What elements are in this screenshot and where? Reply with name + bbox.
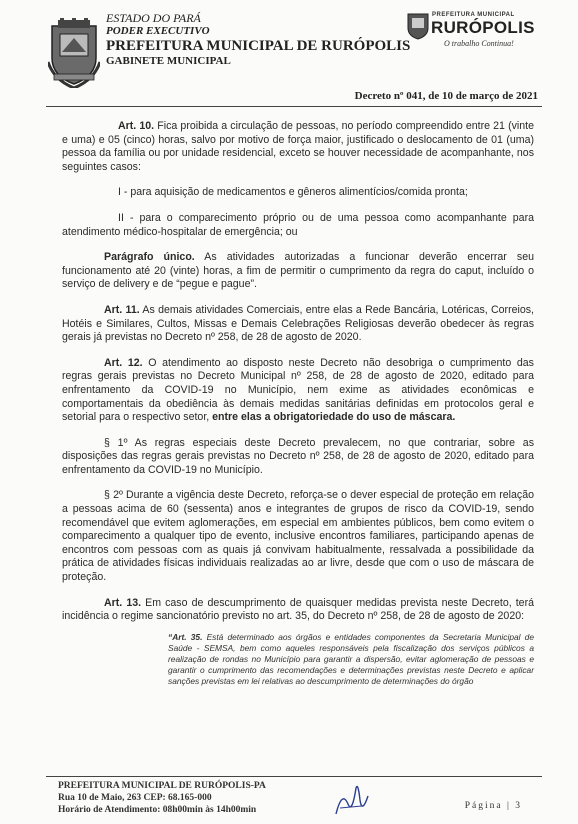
logo-city-name: RURÓPOLIS — [431, 18, 535, 37]
logo-slogan: O trabalho Continua! — [444, 39, 514, 48]
header-divider — [46, 106, 542, 107]
municipal-logo — [400, 6, 535, 54]
prefecture-name: PREFEITURA MUNICIPAL DE RURÓPOLIS — [106, 38, 411, 54]
coat-of-arms-icon — [48, 18, 100, 88]
decree-number: Decreto nº 041, de 10 de março de 2021 — [354, 90, 538, 102]
letterhead — [106, 12, 410, 68]
page-number: Página | 3 — [464, 801, 522, 811]
quoted-article-35: “Art. 35. Está determinado aos órgãos e entidades componentes da Secretaria Municipal de Saúde - SEMSA, bem como aqueles responsáveis pela fiscalização dos serviços públicos a realização de rondas no Município para garantir a dispersão, evitar aglomeração de pessoas e garantir o cumprimento das recomendações e determinações previstas neste Decreto e aplicar sanções previstas em lei relativas ao descumprimento de determinações do órgão — [168, 631, 534, 686]
cabinet-name: GABINETE MUNICIPAL — [106, 55, 231, 67]
state-name: ESTADO DO PARÁ — [106, 11, 201, 25]
emblem-icon — [406, 10, 430, 40]
footer-divider — [46, 776, 542, 777]
item-ii: II - para o comparecimento próprio ou de uma pessoa como acompanhante para atendimento médico-hospitalar de emergência; ou — [62, 211, 534, 238]
paragraph-1: § 1º As regras especiais deste Decreto prevalecem, no que contrariar, sobre as disposições das regras gerais previstas no Decreto nº 258, de 28 de agosto de 2020, editado para enfrentamento da COVID-19 no Município. — [62, 436, 534, 476]
executive-power: PODER EXECUTIVO — [106, 25, 210, 37]
paragraph-2: § 2º Durante a vigência deste Decreto, reforça-se o dever especial de proteção em relação a pessoas acima de 60 (sessenta) anos e integrantes de grupos de risco da COVID-19, sendo recomendável que evitem aglomerações, em especial em ambientes públicos, bem como evitem o comparecimento a qualquer tipo de evento, inclusive encontros familiares, participando apenas de encontros com pessoas com as quais já convivam habitualmente, ressalvada a possibilidade da prática de atividades físicas individuais realizadas ao ar livre, desde que com o uso de máscara de proteção. — [62, 489, 534, 584]
article-13: Art. 13. Em caso de descumprimento de quaisquer medidas prevista neste Decreto, terá incidência o regime sancionatório previsto no art. 35, do Decreto nº 258, de 28 de agosto de 2020: — [62, 596, 534, 623]
sole-paragraph: Parágrafo único. As atividades autorizadas a funcionar deverão encerrar seu funcionamento até 20 (vinte) horas, a fim de permitir o cumprimento da regra do caput, incluído o serviço de delivery e de “pegue e pague”. — [62, 251, 534, 291]
footer-address — [58, 780, 266, 816]
item-i: I - para aquisição de medicamentos e gêneros alimentícios/comida pronta; — [118, 186, 468, 199]
footer-street: Rua 10 de Maio, 263 CEP: 68.165-000 — [58, 793, 212, 803]
article-11: Art. 11. As demais atividades Comerciais, entre elas a Rede Bancária, Lotéricas, Correios, Hotéis e Similares, Cultos, Missas e Demais Celebrações Religiosas deverão obedecer às regras gerais já previstas no Decreto nº 258, de 28 de agosto de 2020. — [62, 303, 534, 344]
document-body — [62, 120, 534, 687]
footer-prefecture: PREFEITURA MUNICIPAL DE RURÓPOLIS-PA — [58, 781, 266, 791]
signature-icon — [332, 780, 372, 820]
article-12: Art. 12. O atendimento ao disposto neste Decreto não desobriga o cumprimento das regras gerais previstas no Decreto Municipal nº 258, de 28 de agosto de 2020, editado para enfrentamento da COVID-19 no Município, nem exime as atividades econômicas e comportamentais da obediência às demais medidas sanitárias definidas em protocolos geral e setorial para o respectivo setor, entre elas a obrigatoriedade do uso de máscara. — [62, 356, 534, 424]
article-10: Art. 10. Fica proibida a circulação de pessoas, no período compreendido entre 21 (vinte e uma) e 05 (cinco) horas, salvo por motivo de força maior, justificado o deslocamento de 01 (uma) pessoa da família ou por unidade residencial, exceto se houver necessidade de acompanhante, nos seguintes casos: — [62, 120, 534, 173]
logo-prefecture-text: PREFEITURA MUNICIPAL — [432, 12, 515, 18]
footer-hours: Horário de Atendimento: 08h00min às 14h00min — [58, 805, 257, 815]
